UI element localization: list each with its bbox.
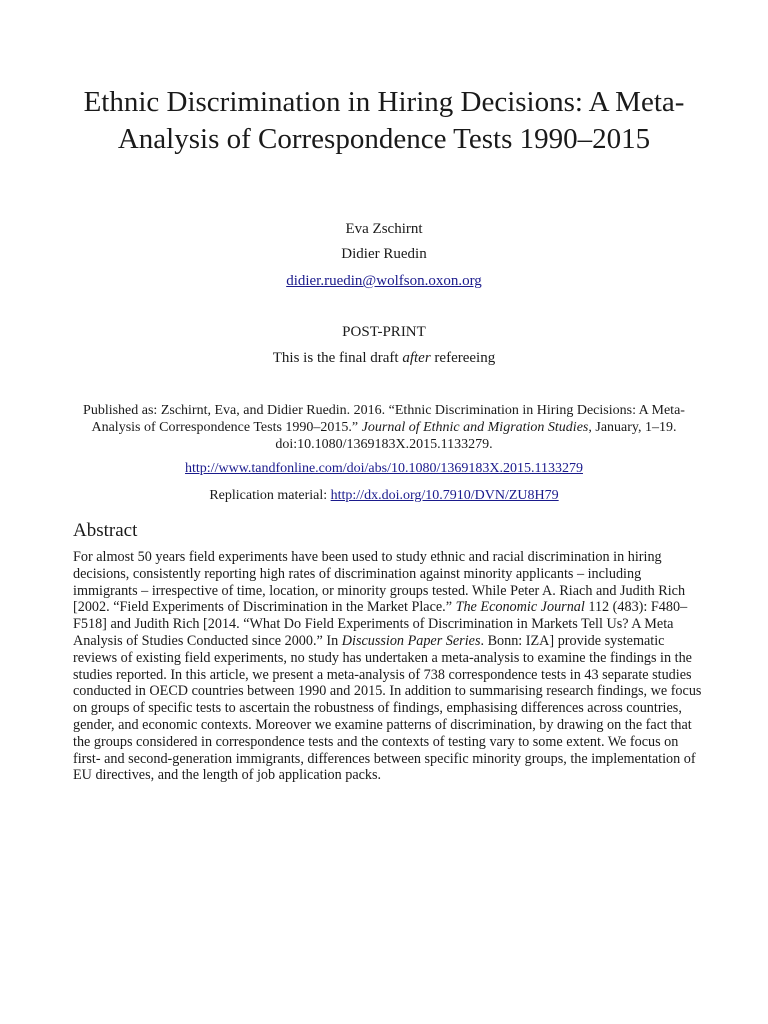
abstract-text-part: 112 (483): F480–F518] and Judith Rich [2014. “What Do Field Experiments of Discrimination in Markets Tell Us? A Meta Analysis of Studies Conducted since 2000.” In xyxy=(73,599,688,649)
post-print-label: POST-PRINT xyxy=(342,324,426,340)
paper-title: Ethnic Discrimination in Hiring Decisions: A Meta-Analysis of Correspondence Tests 1990–2015 xyxy=(83,86,685,155)
publisher-url-link[interactable]: http://www.tandfonline.com/doi/abs/10.1080/1369183X.2015.1133279 xyxy=(185,461,583,476)
final-draft-text-end: refereeing xyxy=(430,350,496,366)
abstract-text-part: For almost 50 years field experiments have been used to study ethnic and racial discrimination in hiring decisions, consistently reporting high rates of discrimination against minority applicants – including immigrants – irrespective of time, location, or minority groups tested. While Peter A. Riach and Judith Rich [2002. “Field Experiments of Discrimination in the Market Place.” xyxy=(73,549,686,616)
abstract-text-part: . Bonn: IZA] provide systematic reviews of existing field experiments, no study has undertaken a meta-analysis to examine the findings in the studies reported. In this article, we present a meta-analysis of 738 correspondence tests in 43 separate studies conducted in OECD countries between 1990 and 2015. In addition to summarising research findings, we focus on groups of specific tests to ascertain the robustness of findings, emphasising differences across countries, gender, and economic contexts. Moreover we examine patterns of discrimination, by drawing on the fact that the groups considered in correspondence tests and the contexts of testing vary to some extent. We focus on first- and second-generation immigrants, differences between specific minority groups, the implementation of EU directives, and the length of job application packs. xyxy=(73,632,702,784)
abstract-journal-name: The Economic Journal xyxy=(455,599,585,616)
publisher-url-line xyxy=(0,460,768,477)
published-citation xyxy=(72,402,696,453)
final-draft-emphasis: after xyxy=(402,350,431,366)
final-draft-text: This is the final draft xyxy=(272,350,403,366)
replication-label: Replication material: xyxy=(209,488,331,503)
abstract-series-name: Discussion Paper Series xyxy=(341,632,481,649)
abstract-text xyxy=(73,549,703,784)
replication-url-link[interactable]: http://dx.doi.org/10.7910/DVN/ZU8H79 xyxy=(330,488,559,503)
abstract-heading: Abstract xyxy=(73,520,138,541)
citation-text-end: , January, 1–19. doi:10.1080/1369183X.2015.1133279. xyxy=(275,420,677,452)
citation-journal: Journal of Ethnic and Migration Studies xyxy=(361,420,589,435)
replication-line xyxy=(0,487,768,504)
author-name: Didier Ruedin xyxy=(341,246,427,262)
author-name: Eva Zschirnt xyxy=(345,221,423,237)
final-draft-note xyxy=(0,349,768,367)
author-email-line xyxy=(0,272,768,290)
author-email-link[interactable]: didier.ruedin@wolfson.oxon.org xyxy=(286,273,482,289)
citation-text: Published as: Zschirnt, Eva, and Didier Ruedin. 2016. “Ethnic Discrimination in Hiring Decisions: A Meta-Analysis of Correspondence Tests 1990–2015.” xyxy=(83,403,685,435)
